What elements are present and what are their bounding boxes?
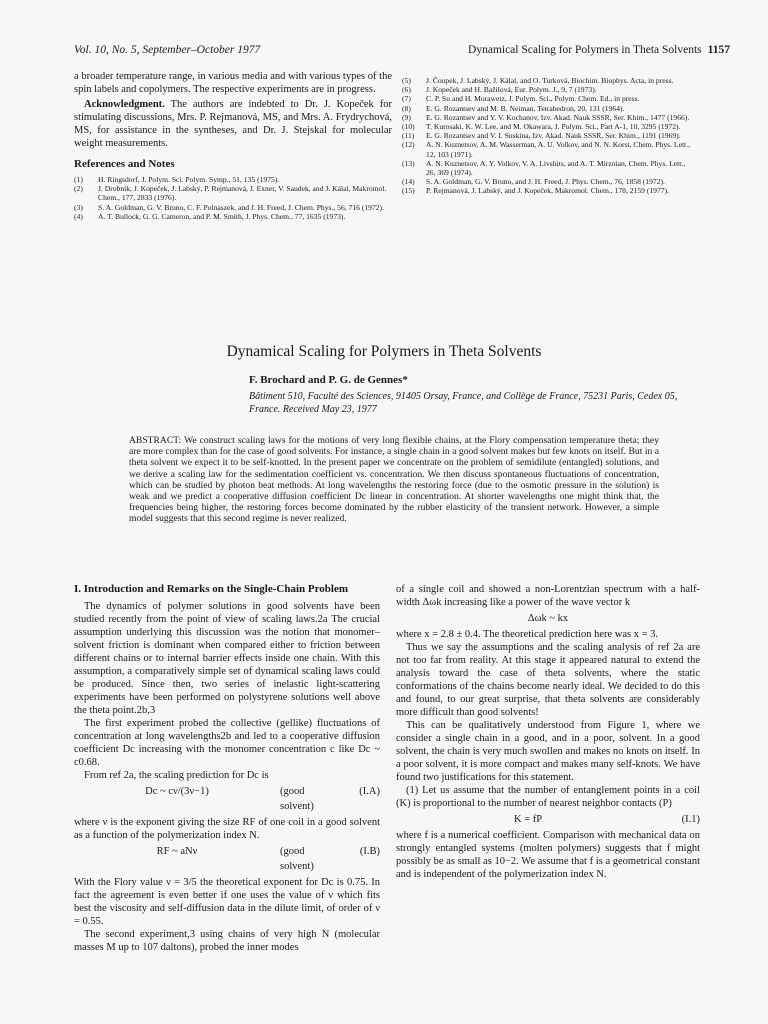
reference-item xyxy=(402,177,692,186)
reference-item xyxy=(402,140,692,158)
reference-text: J. Čoupek, J. Labský, J. Kálal, and O. Turková, Biochim. Biophys. Acta, in press. xyxy=(426,76,674,85)
body-paragraph: where ν is the exponent giving the size RF of one coil in a good solvent as a function of the polymerization index N. xyxy=(74,817,380,841)
reference-text: H. Ringsdorf, J. Polym. Sci. Polym. Symp., 51, 135 (1975). xyxy=(98,175,280,184)
body-paragraph: This can be qualitatively understood from Figure 1, where we consider a single chain in a good, and in a poor, solvent. In a good solvent, the chain is very much swollen and makes no knots on itself. In a poor solvent, it is more compact and makes many self-knots. We have found two justifications for this statement. xyxy=(396,720,700,783)
reference-text: J. Kopeček and H. Bažilová, Eur. Polym. J., 9, 7 (1973). xyxy=(426,85,597,95)
reference-number: (9) xyxy=(402,112,411,122)
references-list-left xyxy=(74,175,392,221)
reference-item xyxy=(402,131,692,140)
equation-expression: RF ~ aNν xyxy=(156,846,198,857)
closing-paragraph: a broader temperature range, in various media and with various types of the spin labels and copolymers. The respective experiments are in progress. xyxy=(74,71,392,95)
affiliation-text: Bâtiment 510, Faculté des Sciences, 91405 Orsay, France, and Collège de France, 75231 Paris, Cedex 05, France. xyxy=(249,391,678,415)
reference-number: (3) xyxy=(74,202,83,212)
body-paragraph: Thus we say the assumptions and the scaling analysis of ref 2a are not too far from reality. At this stage it appeared natural to extend the analysis toward the case of theta solvents, where the static conformations of the chains become nearly ideal. We decided to do this and found, to our great surprise, that theta solvents are considerably more difficult than good solvents! xyxy=(396,642,700,718)
reference-text: A. T. Bullock, G. G. Cameron, and P. M. Smith, J. Phys. Chem., 77, 1635 (1973). xyxy=(98,211,346,221)
reference-item xyxy=(402,186,692,195)
body-paragraph: of a single coil and showed a non-Lorentzian spectrum with a half-width Δωk increasing like a power of the wave vector k xyxy=(396,584,700,608)
reference-number: (2) xyxy=(74,184,83,194)
reference-number: (8) xyxy=(402,103,411,113)
reference-text: A. N. Kuznetsov, A. Y. Volkov, V. A. Livshits, and A. T. Mirzoian, Chem. Phys. Lett., 26, 369 (1974). xyxy=(426,158,686,178)
article-left-column xyxy=(74,583,380,954)
equation-expression: Δωk ~ kx xyxy=(527,613,569,624)
equation-expression: K = fP xyxy=(513,814,543,825)
previous-article-right-column xyxy=(402,76,692,196)
reference-text: P. Rejmanová, J. Labský, and J. Kopeček, Makromol. Chem., 178, 2159 (1977). xyxy=(426,186,669,196)
body-paragraph: (1) Let us assume that the number of entanglement points in a coil (K) is proportional to the number of nearest neighbor contacts (P) xyxy=(396,785,700,809)
equation-I1 xyxy=(396,812,700,827)
equation-expression: Dc ~ cν/(3ν−1) xyxy=(145,786,209,797)
journal-volume-header: Vol. 10, No. 5, September–October 1977 xyxy=(74,44,261,56)
reference-item xyxy=(402,104,692,113)
reference-item xyxy=(402,159,692,177)
running-header xyxy=(468,44,730,56)
reference-number: (1) xyxy=(74,175,83,184)
reference-text: S. A. Goldman, G. V. Bruno, C. F. Polnaszek, and J. H. Freed, J. Chem. Phys., 56, 716 (1972). xyxy=(98,202,384,212)
equation-IB xyxy=(74,844,380,874)
reference-number: (11) xyxy=(402,131,415,141)
reference-item xyxy=(74,184,392,202)
article-title: Dynamical Scaling for Polymers in Theta Solvents xyxy=(226,343,542,360)
reference-item xyxy=(402,122,692,131)
equation-condition: (good solvent) xyxy=(280,846,314,872)
reference-item xyxy=(74,203,392,212)
acknowledgment-heading: Acknowledgment. xyxy=(84,99,165,110)
article-authors: F. Brochard and P. G. de Gennes* xyxy=(249,374,408,386)
references-heading: References and Notes xyxy=(74,158,175,170)
reference-item xyxy=(74,212,392,221)
reference-item xyxy=(402,94,692,103)
article-abstract: ABSTRACT: We construct scaling laws for the motions of very long flexible chains, at the Flory compensation temperature theta; they are more complex than for the case of good solvents. For instance, a single chain in a good solvent makes but few knots on itself. But in a theta solvent we expect it to be self-knotted. In the present paper we concentrate on the problem of semidilute (entangled) solutions, and we derive a scaling law for the sedimentation coefficient vs. concentration. We then discuss spontaneous fluctuations of concentration, which can be studied by photon beat methods. At long wavelengths the restoring force (due to the osmotic pressure in the solution) is weak and we predict a cooperative diffusion coefficient Dc linear in concentration. At shorter wavelengths one might think that, the frequencies being higher, the restoring forces become dominated by the rubber elasticity of the transient network. However, a simple model suggests that this second regime is never realized. xyxy=(129,435,659,525)
reference-number: (5) xyxy=(402,76,411,85)
equation-IA xyxy=(74,784,380,814)
equation-number: (I.A) xyxy=(359,786,380,797)
body-paragraph: where f is a numerical coefficient. Comparison with mechanical data on strongly entangled systems (molten polymers) suggests that f might possibly be as small as 10−2. We assume that f is a geometrical constant and is independent of the polymerization index N. xyxy=(396,830,700,880)
reference-text: E. G. Rozantsev and Y. V. Kochanov, Izv. Akad. Nauk SSSR, Ser. Khim., 1477 (1966). xyxy=(426,112,690,122)
reference-number: (7) xyxy=(402,94,411,104)
reference-item xyxy=(402,113,692,122)
reference-number: (4) xyxy=(74,211,83,221)
body-paragraph: The first experiment probed the collective (gellike) fluctuations of concentration at long wavelengths2b and led to a cooperative diffusion coefficient Dc increasing with the monomer concentration c like Dc ~ c0.68. xyxy=(74,718,380,768)
reference-text: C. P. Su and H. Morawetz, J. Polym. Sci., Polym. Chem. Ed., in press. xyxy=(426,94,640,104)
reference-text: E. G. Rozantsev and M. B. Neiman, Tetrahedron, 20, 131 (1964). xyxy=(426,103,625,113)
reference-item xyxy=(402,76,692,85)
body-paragraph: With the Flory value ν = 3/5 the theoretical exponent for Dc is 0.75. In fact the agreement is even better if one uses the value of ν which fits best the viscosity and self-diffusion data in the dilute limit, of order of ν = 0.55. xyxy=(74,877,380,927)
body-paragraph: The dynamics of polymer solutions in good solvents have been studied recently from the point of view of scaling laws.2a The crucial assumption underlying this discussion was the notion that monomer–solvent friction is dominant when compared either to friction between different chains or to internal barrier effects inside one chain. With this assumption, a comparatively simple set of dynamical scaling laws could be produced. Since then, two series of inelastic light-scattering experiments have been performed on polystyrene solutions well above the theta point.2b,3 xyxy=(74,601,380,716)
reference-number: (14) xyxy=(402,177,415,187)
previous-article-left-column xyxy=(74,70,392,221)
body-paragraph: where x = 2.8 ± 0.4. The theoretical prediction here was x = 3. xyxy=(396,629,659,640)
body-paragraph: From ref 2a, the scaling prediction for Dc is xyxy=(84,770,269,781)
reference-text: J. Drobník, J. Kopeček, J. Labský, P. Rejmanová, J. Exner, V. Saudek, and J. Kálal, Makromol. Chem., 177, 2833 (1976). xyxy=(98,184,387,203)
references-list-right xyxy=(402,76,692,196)
reference-number: (12) xyxy=(402,140,415,150)
reference-text: A. N. Kuznetsov, A. M. Wasserman, A. U. Volkov, and N. N. Korst, Chem. Phys. Lett., 12, 103 (1971). xyxy=(426,140,690,159)
body-paragraph: The second experiment,3 using chains of very high N (molecular masses M up to 107 daltons), probed the inner modes xyxy=(74,929,380,953)
received-date: Received May 23, 1977 xyxy=(282,404,377,415)
reference-text: E. G. Rozantsev and V. I. Suskina, Izv. Akad. Nauk SSSR, Ser. Khim., 1191 (1969). xyxy=(426,131,681,141)
acknowledgment-text: The authors are indebted to Dr. J. Kopeček for stimulating discussions, Mrs. P. Rejmanová, MS, and Mrs. A. Frydrychová, MS, for assistance in the syntheses, and Dr. J. Stejskal for molecular weight measurements. xyxy=(74,99,392,149)
section-heading: I. Introduction and Remarks on the Single-Chain Problem xyxy=(74,583,349,595)
acknowledgment xyxy=(74,98,392,150)
reference-number: (13) xyxy=(402,158,415,168)
article-right-column xyxy=(396,583,700,881)
equation-linewidth xyxy=(396,611,700,626)
reference-text: T. Kurosaki, K. W. Lee, and M. Okawara, J. Polym. Sci., Part A-1, 10, 3295 (1972). xyxy=(426,122,681,132)
reference-item xyxy=(402,85,692,94)
page-number: 1157 xyxy=(707,44,730,56)
article-affiliation xyxy=(249,390,699,416)
running-title: Dynamical Scaling for Polymers in Theta Solvents xyxy=(468,44,702,56)
reference-item xyxy=(74,175,392,184)
equation-number: (I.B) xyxy=(359,846,380,857)
reference-number: (10) xyxy=(402,122,415,132)
reference-text: S. A. Goldman, G. V. Bruno, and J. H. Freed, J. Phys. Chem., 76, 1858 (1972). xyxy=(426,177,665,187)
reference-number: (15) xyxy=(402,186,415,196)
equation-number: (I.1) xyxy=(681,814,700,825)
reference-number: (6) xyxy=(402,85,411,95)
equation-condition: (good solvent) xyxy=(280,786,314,812)
